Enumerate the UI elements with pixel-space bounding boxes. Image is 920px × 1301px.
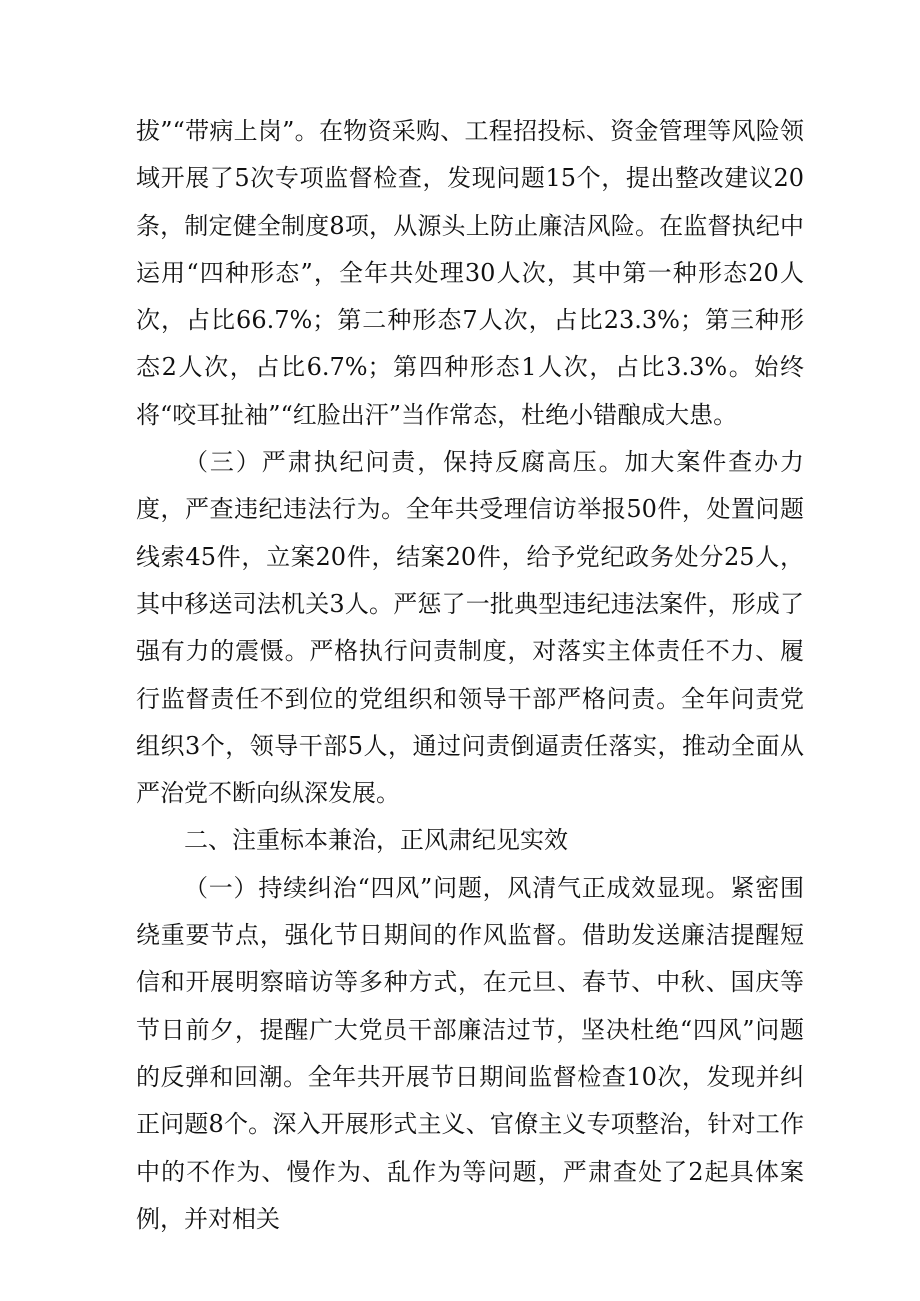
paragraph-section-one: （一）持续纠治“四风”问题，风清气正成效显现。紧密围绕重要节点，强化节日期间的作风监督。借助发送廉洁提醒短信和开展明察暗访等多种方式，在元旦、春节、中秋、国庆等节日前夕，提醒广大党员干部廉洁过节，坚决杜绝“四风”问题的反弹和回潮。全年共开展节日期间监督检查10次，发现并纠正问题8个。深入开展形式主义、官僚主义专项整治，针对工作中的不作为、慢作为、乱作为等问题，严肃查处了2起具体案例，并对相关 (136, 873, 804, 1233)
section-heading: 二、注重标本兼治，正风肃纪见实效 (184, 826, 568, 855)
paragraph-continuation: 拔”“带病上岗”。在物资采购、工程招投标、资金管理等风险领域开展了5次专项监督检查，发现问题15个，提出整改建议20条，制定健全制度8项，从源头上防止廉洁风险。在监督执纪中运用“四种形态”，全年共处理30人次，其中第一种形态20人次，占比66.7%；第二种形态7人次，占比23.3%；第三种形态2人次，占比6.7%；第四种形态1人次，占比3.3%。始终将“咬耳扯袖”“红脸出汗”当作常态，杜绝小错酿成大患。 (136, 117, 804, 429)
paragraph-section-three: （三）严肃执纪问责，保持反腐高压。加大案件查办力度，严查违纪违法行为。全年共受理信访举报50件，处置问题线索45件，立案20件，结案20件，给予党纪政务处分25人，其中移送司法机关3人。严惩了一批典型违纪违法案件，形成了强有力的震慑。严格执行问责制度，对落实主体责任不力、履行监督责任不到位的党组织和领导干部严格问责。全年问责党组织3个，领导干部5人，通过问责倒逼责任落实，推动全面从严治党不断向纵深发展。 (136, 448, 804, 808)
document-body (136, 108, 804, 1243)
